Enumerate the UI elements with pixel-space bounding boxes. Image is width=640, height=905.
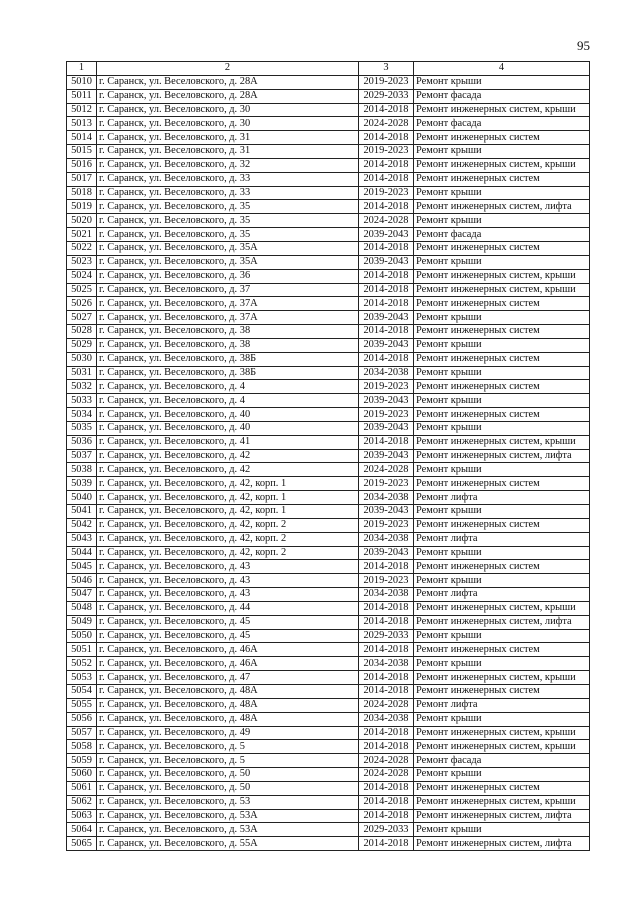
table-row <box>67 158 590 172</box>
work-type-cell: Ремонт крыши <box>414 75 590 89</box>
table-row <box>67 823 590 837</box>
work-type-cell: Ремонт крыши <box>414 255 590 269</box>
period-cell: 2019-2023 <box>359 408 414 422</box>
table-row <box>67 283 590 297</box>
period-cell: 2014-2018 <box>359 352 414 366</box>
address-cell: г. Саранск, ул. Веселовского, д. 35 <box>97 228 359 242</box>
address-cell: г. Саранск, ул. Веселовского, д. 42, корп. 1 <box>97 477 359 491</box>
row-number-cell: 5037 <box>67 449 97 463</box>
row-number-cell: 5046 <box>67 574 97 588</box>
row-number-cell: 5050 <box>67 629 97 643</box>
table-row <box>67 463 590 477</box>
period-cell: 2014-2018 <box>359 740 414 754</box>
address-cell: г. Саранск, ул. Веселовского, д. 35 <box>97 214 359 228</box>
row-number-cell: 5034 <box>67 408 97 422</box>
row-number-cell: 5059 <box>67 754 97 768</box>
row-number-cell: 5058 <box>67 740 97 754</box>
address-cell: г. Саранск, ул. Веселовского, д. 45 <box>97 629 359 643</box>
work-type-cell: Ремонт инженерных систем, крыши <box>414 435 590 449</box>
row-number-cell: 5027 <box>67 311 97 325</box>
row-number-cell: 5011 <box>67 89 97 103</box>
row-number-cell: 5012 <box>67 103 97 117</box>
row-number-cell: 5049 <box>67 615 97 629</box>
period-cell: 2014-2018 <box>359 726 414 740</box>
row-number-cell: 5062 <box>67 795 97 809</box>
period-cell: 2014-2018 <box>359 795 414 809</box>
work-type-cell: Ремонт крыши <box>414 366 590 380</box>
work-type-cell: Ремонт крыши <box>414 657 590 671</box>
address-cell: г. Саранск, ул. Веселовского, д. 35А <box>97 241 359 255</box>
address-cell: г. Саранск, ул. Веселовского, д. 35 <box>97 200 359 214</box>
address-cell: г. Саранск, ул. Веселовского, д. 36 <box>97 269 359 283</box>
table-row <box>67 117 590 131</box>
table-row <box>67 103 590 117</box>
table-body <box>67 75 590 850</box>
work-type-cell: Ремонт инженерных систем <box>414 131 590 145</box>
period-cell: 2034-2038 <box>359 366 414 380</box>
period-cell: 2039-2043 <box>359 228 414 242</box>
period-cell: 2019-2023 <box>359 75 414 89</box>
period-cell: 2034-2038 <box>359 657 414 671</box>
table-row <box>67 754 590 768</box>
work-type-cell: Ремонт инженерных систем, лифта <box>414 837 590 851</box>
work-type-cell: Ремонт инженерных систем, крыши <box>414 671 590 685</box>
work-type-cell: Ремонт инженерных систем, крыши <box>414 795 590 809</box>
table-row <box>67 629 590 643</box>
work-type-cell: Ремонт инженерных систем <box>414 297 590 311</box>
table-row <box>67 477 590 491</box>
table-row <box>67 131 590 145</box>
row-number-cell: 5020 <box>67 214 97 228</box>
period-cell: 2014-2018 <box>359 325 414 339</box>
row-number-cell: 5032 <box>67 380 97 394</box>
work-type-cell: Ремонт инженерных систем <box>414 172 590 186</box>
address-cell: г. Саранск, ул. Веселовского, д. 31 <box>97 131 359 145</box>
row-number-cell: 5060 <box>67 768 97 782</box>
work-type-cell: Ремонт инженерных систем <box>414 781 590 795</box>
table-row <box>67 560 590 574</box>
address-cell: г. Саранск, ул. Веселовского, д. 50 <box>97 768 359 782</box>
table-row <box>67 671 590 685</box>
period-cell: 2014-2018 <box>359 241 414 255</box>
table-row <box>67 601 590 615</box>
address-cell: г. Саранск, ул. Веселовского, д. 30 <box>97 103 359 117</box>
address-cell: г. Саранск, ул. Веселовского, д. 46А <box>97 643 359 657</box>
period-cell: 2014-2018 <box>359 131 414 145</box>
row-number-cell: 5028 <box>67 325 97 339</box>
address-cell: г. Саранск, ул. Веселовского, д. 48А <box>97 698 359 712</box>
period-cell: 2024-2028 <box>359 754 414 768</box>
table-row <box>67 781 590 795</box>
period-cell: 2039-2043 <box>359 394 414 408</box>
address-cell: г. Саранск, ул. Веселовского, д. 37А <box>97 297 359 311</box>
work-type-cell: Ремонт крыши <box>414 463 590 477</box>
table-row <box>67 643 590 657</box>
work-type-cell: Ремонт инженерных систем, крыши <box>414 103 590 117</box>
row-number-cell: 5040 <box>67 491 97 505</box>
period-cell: 2014-2018 <box>359 837 414 851</box>
table-row <box>67 241 590 255</box>
table-row <box>67 366 590 380</box>
header-row <box>67 62 590 76</box>
table-header <box>67 62 590 76</box>
row-number-cell: 5035 <box>67 421 97 435</box>
row-number-cell: 5039 <box>67 477 97 491</box>
address-cell: г. Саранск, ул. Веселовского, д. 42 <box>97 449 359 463</box>
period-cell: 2019-2023 <box>359 518 414 532</box>
period-cell: 2019-2023 <box>359 145 414 159</box>
row-number-cell: 5026 <box>67 297 97 311</box>
work-type-cell: Ремонт инженерных систем, лифта <box>414 449 590 463</box>
row-number-cell: 5010 <box>67 75 97 89</box>
period-cell: 2024-2028 <box>359 117 414 131</box>
work-type-cell: Ремонт крыши <box>414 505 590 519</box>
table-row <box>67 809 590 823</box>
period-cell: 2039-2043 <box>359 311 414 325</box>
period-cell: 2019-2023 <box>359 574 414 588</box>
address-cell: г. Саранск, ул. Веселовского, д. 33 <box>97 172 359 186</box>
row-number-cell: 5047 <box>67 588 97 602</box>
address-cell: г. Саранск, ул. Веселовского, д. 37А <box>97 311 359 325</box>
table-row <box>67 380 590 394</box>
work-type-cell: Ремонт крыши <box>414 421 590 435</box>
table-row <box>67 712 590 726</box>
work-type-cell: Ремонт крыши <box>414 186 590 200</box>
row-number-cell: 5061 <box>67 781 97 795</box>
work-type-cell: Ремонт инженерных систем, крыши <box>414 740 590 754</box>
work-type-cell: Ремонт лифта <box>414 532 590 546</box>
row-number-cell: 5063 <box>67 809 97 823</box>
table-row <box>67 449 590 463</box>
page-number: 95 <box>577 38 590 53</box>
table-row <box>67 505 590 519</box>
work-type-cell: Ремонт крыши <box>414 768 590 782</box>
work-type-cell: Ремонт инженерных систем, лифта <box>414 200 590 214</box>
table-row <box>67 200 590 214</box>
work-type-cell: Ремонт крыши <box>414 311 590 325</box>
period-cell: 2019-2023 <box>359 477 414 491</box>
table-row <box>67 615 590 629</box>
row-number-cell: 5025 <box>67 283 97 297</box>
address-cell: г. Саранск, ул. Веселовского, д. 38 <box>97 325 359 339</box>
table-row <box>67 837 590 851</box>
row-number-cell: 5036 <box>67 435 97 449</box>
row-number-cell: 5043 <box>67 532 97 546</box>
period-cell: 2014-2018 <box>359 671 414 685</box>
period-cell: 2034-2038 <box>359 491 414 505</box>
work-type-cell: Ремонт инженерных систем <box>414 380 590 394</box>
work-type-cell: Ремонт инженерных систем, крыши <box>414 283 590 297</box>
table-row <box>67 145 590 159</box>
row-number-cell: 5017 <box>67 172 97 186</box>
address-cell: г. Саранск, ул. Веселовского, д. 42, корп. 2 <box>97 518 359 532</box>
work-type-cell: Ремонт фасада <box>414 89 590 103</box>
period-cell: 2039-2043 <box>359 255 414 269</box>
column-header-1: 1 <box>67 62 97 76</box>
address-cell: г. Саранск, ул. Веселовского, д. 46А <box>97 657 359 671</box>
column-header-4: 4 <box>414 62 590 76</box>
address-cell: г. Саранск, ул. Веселовского, д. 31 <box>97 145 359 159</box>
period-cell: 2014-2018 <box>359 297 414 311</box>
period-cell: 2014-2018 <box>359 560 414 574</box>
row-number-cell: 5045 <box>67 560 97 574</box>
period-cell: 2014-2018 <box>359 269 414 283</box>
address-cell: г. Саранск, ул. Веселовского, д. 5 <box>97 740 359 754</box>
table-row <box>67 408 590 422</box>
table-row <box>67 352 590 366</box>
table-row <box>67 421 590 435</box>
work-type-cell: Ремонт инженерных систем, крыши <box>414 726 590 740</box>
work-type-cell: Ремонт инженерных систем <box>414 325 590 339</box>
column-header-3: 3 <box>359 62 414 76</box>
row-number-cell: 5044 <box>67 546 97 560</box>
table-row <box>67 89 590 103</box>
work-type-cell: Ремонт инженерных систем <box>414 684 590 698</box>
table-row <box>67 214 590 228</box>
period-cell: 2039-2043 <box>359 449 414 463</box>
address-cell: г. Саранск, ул. Веселовского, д. 53А <box>97 823 359 837</box>
work-type-cell: Ремонт крыши <box>414 546 590 560</box>
work-type-cell: Ремонт инженерных систем <box>414 643 590 657</box>
table-row <box>67 684 590 698</box>
table-row <box>67 297 590 311</box>
work-type-cell: Ремонт лифта <box>414 588 590 602</box>
address-cell: г. Саранск, ул. Веселовского, д. 30 <box>97 117 359 131</box>
table-row <box>67 795 590 809</box>
work-type-cell: Ремонт инженерных систем, лифта <box>414 615 590 629</box>
period-cell: 2039-2043 <box>359 505 414 519</box>
row-number-cell: 5021 <box>67 228 97 242</box>
row-number-cell: 5057 <box>67 726 97 740</box>
work-type-cell: Ремонт инженерных систем <box>414 352 590 366</box>
table-row <box>67 325 590 339</box>
period-cell: 2014-2018 <box>359 200 414 214</box>
row-number-cell: 5065 <box>67 837 97 851</box>
row-number-cell: 5015 <box>67 145 97 159</box>
table-row <box>67 255 590 269</box>
period-cell: 2034-2038 <box>359 588 414 602</box>
row-number-cell: 5024 <box>67 269 97 283</box>
period-cell: 2029-2033 <box>359 823 414 837</box>
address-cell: г. Саранск, ул. Веселовского, д. 42, корп. 1 <box>97 491 359 505</box>
address-cell: г. Саранск, ул. Веселовского, д. 5 <box>97 754 359 768</box>
work-type-cell: Ремонт крыши <box>414 712 590 726</box>
table-row <box>67 588 590 602</box>
row-number-cell: 5054 <box>67 684 97 698</box>
period-cell: 2039-2043 <box>359 546 414 560</box>
address-cell: г. Саранск, ул. Веселовского, д. 28А <box>97 75 359 89</box>
period-cell: 2029-2033 <box>359 629 414 643</box>
table-row <box>67 491 590 505</box>
period-cell: 2029-2033 <box>359 89 414 103</box>
table-row <box>67 394 590 408</box>
table-row <box>67 726 590 740</box>
work-type-cell: Ремонт лифта <box>414 698 590 712</box>
period-cell: 2039-2043 <box>359 421 414 435</box>
period-cell: 2024-2028 <box>359 768 414 782</box>
address-cell: г. Саранск, ул. Веселовского, д. 32 <box>97 158 359 172</box>
row-number-cell: 5064 <box>67 823 97 837</box>
address-cell: г. Саранск, ул. Веселовского, д. 49 <box>97 726 359 740</box>
address-cell: г. Саранск, ул. Веселовского, д. 48А <box>97 712 359 726</box>
work-type-cell: Ремонт инженерных систем <box>414 560 590 574</box>
address-cell: г. Саранск, ул. Веселовского, д. 45 <box>97 615 359 629</box>
table-row <box>67 740 590 754</box>
row-number-cell: 5041 <box>67 505 97 519</box>
address-cell: г. Саранск, ул. Веселовского, д. 42 <box>97 463 359 477</box>
address-cell: г. Саранск, ул. Веселовского, д. 38Б <box>97 366 359 380</box>
table-row <box>67 186 590 200</box>
address-cell: г. Саранск, ул. Веселовского, д. 47 <box>97 671 359 685</box>
period-cell: 2014-2018 <box>359 615 414 629</box>
address-cell: г. Саранск, ул. Веселовского, д. 43 <box>97 574 359 588</box>
row-number-cell: 5056 <box>67 712 97 726</box>
address-cell: г. Саранск, ул. Веселовского, д. 41 <box>97 435 359 449</box>
period-cell: 2014-2018 <box>359 643 414 657</box>
address-cell: г. Саранск, ул. Веселовского, д. 38 <box>97 338 359 352</box>
period-cell: 2014-2018 <box>359 781 414 795</box>
address-cell: г. Саранск, ул. Веселовского, д. 53 <box>97 795 359 809</box>
row-number-cell: 5019 <box>67 200 97 214</box>
address-cell: г. Саранск, ул. Веселовского, д. 42, корп. 1 <box>97 505 359 519</box>
period-cell: 2014-2018 <box>359 158 414 172</box>
address-cell: г. Саранск, ул. Веселовского, д. 28А <box>97 89 359 103</box>
work-type-cell: Ремонт инженерных систем <box>414 477 590 491</box>
work-type-cell: Ремонт крыши <box>414 214 590 228</box>
period-cell: 2024-2028 <box>359 214 414 228</box>
row-number-cell: 5038 <box>67 463 97 477</box>
address-cell: г. Саранск, ул. Веселовского, д. 4 <box>97 380 359 394</box>
table-row <box>67 574 590 588</box>
column-header-2: 2 <box>97 62 359 76</box>
table-row <box>67 532 590 546</box>
period-cell: 2014-2018 <box>359 601 414 615</box>
table-row <box>67 311 590 325</box>
work-type-cell: Ремонт лифта <box>414 491 590 505</box>
row-number-cell: 5031 <box>67 366 97 380</box>
table-row <box>67 338 590 352</box>
work-type-cell: Ремонт фасада <box>414 117 590 131</box>
work-type-cell: Ремонт крыши <box>414 394 590 408</box>
address-cell: г. Саранск, ул. Веселовского, д. 48А <box>97 684 359 698</box>
table-row <box>67 698 590 712</box>
period-cell: 2024-2028 <box>359 698 414 712</box>
address-cell: г. Саранск, ул. Веселовского, д. 44 <box>97 601 359 615</box>
period-cell: 2014-2018 <box>359 283 414 297</box>
row-number-cell: 5016 <box>67 158 97 172</box>
row-number-cell: 5013 <box>67 117 97 131</box>
period-cell: 2034-2038 <box>359 712 414 726</box>
work-type-cell: Ремонт инженерных систем, лифта <box>414 809 590 823</box>
work-type-cell: Ремонт крыши <box>414 574 590 588</box>
row-number-cell: 5029 <box>67 338 97 352</box>
repair-schedule-table <box>66 61 590 851</box>
period-cell: 2019-2023 <box>359 380 414 394</box>
work-type-cell: Ремонт инженерных систем <box>414 408 590 422</box>
row-number-cell: 5055 <box>67 698 97 712</box>
table-row <box>67 435 590 449</box>
address-cell: г. Саранск, ул. Веселовского, д. 37 <box>97 283 359 297</box>
row-number-cell: 5022 <box>67 241 97 255</box>
address-cell: г. Саранск, ул. Веселовского, д. 4 <box>97 394 359 408</box>
work-type-cell: Ремонт инженерных систем <box>414 241 590 255</box>
work-type-cell: Ремонт крыши <box>414 145 590 159</box>
period-cell: 2014-2018 <box>359 809 414 823</box>
address-cell: г. Саранск, ул. Веселовского, д. 35А <box>97 255 359 269</box>
work-type-cell: Ремонт инженерных систем, крыши <box>414 158 590 172</box>
period-cell: 2019-2023 <box>359 186 414 200</box>
row-number-cell: 5051 <box>67 643 97 657</box>
row-number-cell: 5052 <box>67 657 97 671</box>
work-type-cell: Ремонт инженерных систем <box>414 518 590 532</box>
table-row <box>67 75 590 89</box>
address-cell: г. Саранск, ул. Веселовского, д. 33 <box>97 186 359 200</box>
work-type-cell: Ремонт инженерных систем, крыши <box>414 601 590 615</box>
address-cell: г. Саранск, ул. Веселовского, д. 55А <box>97 837 359 851</box>
row-number-cell: 5018 <box>67 186 97 200</box>
row-number-cell: 5033 <box>67 394 97 408</box>
period-cell: 2014-2018 <box>359 172 414 186</box>
row-number-cell: 5053 <box>67 671 97 685</box>
period-cell: 2039-2043 <box>359 338 414 352</box>
table-row <box>67 228 590 242</box>
table-row <box>67 546 590 560</box>
work-type-cell: Ремонт крыши <box>414 338 590 352</box>
period-cell: 2014-2018 <box>359 103 414 117</box>
address-cell: г. Саранск, ул. Веселовского, д. 43 <box>97 560 359 574</box>
address-cell: г. Саранск, ул. Веселовского, д. 40 <box>97 421 359 435</box>
address-cell: г. Саранск, ул. Веселовского, д. 40 <box>97 408 359 422</box>
table-row <box>67 768 590 782</box>
address-cell: г. Саранск, ул. Веселовского, д. 42, корп. 2 <box>97 546 359 560</box>
table-row <box>67 657 590 671</box>
table-row <box>67 518 590 532</box>
work-type-cell: Ремонт крыши <box>414 823 590 837</box>
period-cell: 2014-2018 <box>359 684 414 698</box>
table-row <box>67 269 590 283</box>
work-type-cell: Ремонт фасада <box>414 228 590 242</box>
address-cell: г. Саранск, ул. Веселовского, д. 38Б <box>97 352 359 366</box>
row-number-cell: 5014 <box>67 131 97 145</box>
address-cell: г. Саранск, ул. Веселовского, д. 42, корп. 2 <box>97 532 359 546</box>
address-cell: г. Саранск, ул. Веселовского, д. 50 <box>97 781 359 795</box>
work-type-cell: Ремонт фасада <box>414 754 590 768</box>
period-cell: 2024-2028 <box>359 463 414 477</box>
row-number-cell: 5030 <box>67 352 97 366</box>
period-cell: 2034-2038 <box>359 532 414 546</box>
address-cell: г. Саранск, ул. Веселовского, д. 53А <box>97 809 359 823</box>
row-number-cell: 5023 <box>67 255 97 269</box>
row-number-cell: 5048 <box>67 601 97 615</box>
work-type-cell: Ремонт крыши <box>414 629 590 643</box>
address-cell: г. Саранск, ул. Веселовского, д. 43 <box>97 588 359 602</box>
table-row <box>67 172 590 186</box>
period-cell: 2014-2018 <box>359 435 414 449</box>
work-type-cell: Ремонт инженерных систем, крыши <box>414 269 590 283</box>
row-number-cell: 5042 <box>67 518 97 532</box>
